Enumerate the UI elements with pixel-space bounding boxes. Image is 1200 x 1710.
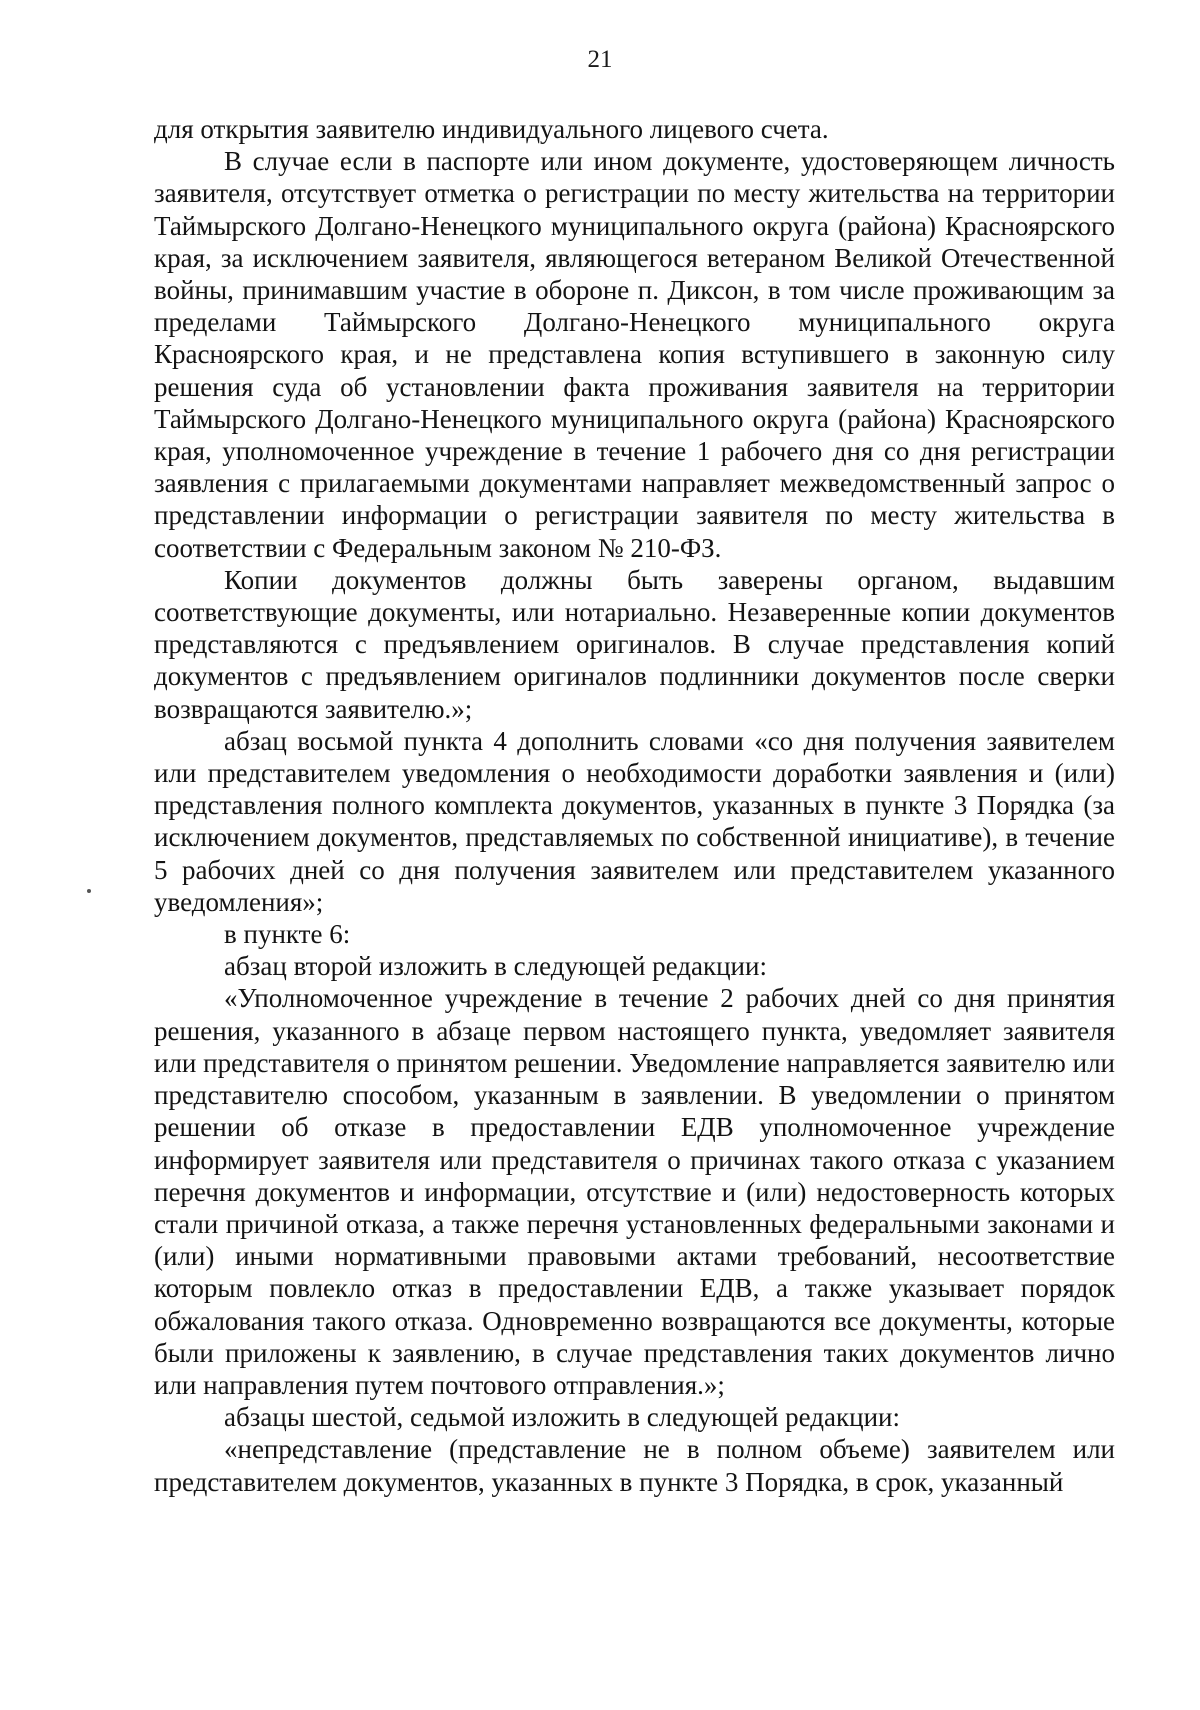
paragraph-8: абзацы шестой, седьмой изложить в следующей редакции:: [224, 1402, 900, 1433]
paragraph-3: Копии документов должны быть заверены органом, выдавшим соответствующие документы, или нотариально. Незаверенные копии документов представляются с предъявлением оригиналов. В случае представления копий документов с предъявлением оригиналов подлинники документов после сверки возвращаются заявителю.»;: [154, 564, 1115, 724]
document-body: [154, 113, 1115, 1498]
page-number: 21: [587, 46, 613, 73]
paragraph-1: для открытия заявителю индивидуального лицевого счета.: [154, 114, 829, 144]
scan-artifact-dot: [87, 889, 91, 893]
paragraph-2: В случае если в паспорте или ином документе, удостоверяющем личность заявителя, отсутствует отметка о регистрации по месту жительства на территории Таймырского Долгано-Ненецкого муниципального округа (района) Красноярского края, за исключением заявителя, являющегося ветераном Великой Отечественной войны, принимавшим участие в обороне п. Диксон, в том числе проживающим за пределами Таймырского Долгано-Ненецкого муниципального округа Красноярского края, и не представлена копия вступившего в законную силу решения суда об установлении факта проживания заявителя на территории Таймырского Долгано-Ненецкого муниципального округа (района) Красноярского края, уполномоченное учреждение в течение 1 рабочего дня со дня регистрации заявления с прилагаемыми документами направляет межведомственный запрос о представлении информации о регистрации заявителя по месту жительства в соответствии с Федеральным законом № 210-ФЗ.: [154, 146, 1115, 563]
paragraph-6: абзац второй изложить в следующей редакции:: [224, 951, 767, 982]
paragraph-7: «Уполномоченное учреждение в течение 2 рабочих дней со дня принятия решения, указанного в абзаце первом настоящего пункта, уведомляет заявителя или представителя о принятом решении. Уведомление направляется заявителю или представителю способом, указанным в заявлении. В уведомлении о принятом решении об отказе в предоставлении ЕДВ уполномоченное учреждение информирует заявителя или представителя о причинах такого отказа с указанием перечня документов и информации, отсутствие и (или) недостоверность которых стали причиной отказа, а также перечня установленных федеральными законами и (или) иными нормативными правовыми актами требований, несоответствие которым повлекло отказ в предоставлении ЕДВ, а также указывает порядок обжалования такого отказа. Одновременно возвращаются все документы, которые были приложены к заявлению, в случае представления таких документов лично или направления путем почтового отправления.»;: [154, 983, 1115, 1400]
paragraph-4: абзац восьмой пункта 4 дополнить словами «со дня получения заявителем или представителем уведомления о необходимости доработки заявления и (или) представления полного комплекта документов, указанных в пункте 3 Порядка (за исключением документов, представляемых по собственной инициативе), в течение 5 рабочих дней со дня получения заявителем или представителем указанного уведомления»;: [154, 725, 1115, 917]
paragraph-9: «непредставление (представление не в полном объеме) заявителем или представителем документов, указанных в пункте 3 Порядка, в срок, указанный: [154, 1434, 1115, 1497]
paragraph-5: в пункте 6:: [224, 919, 351, 950]
